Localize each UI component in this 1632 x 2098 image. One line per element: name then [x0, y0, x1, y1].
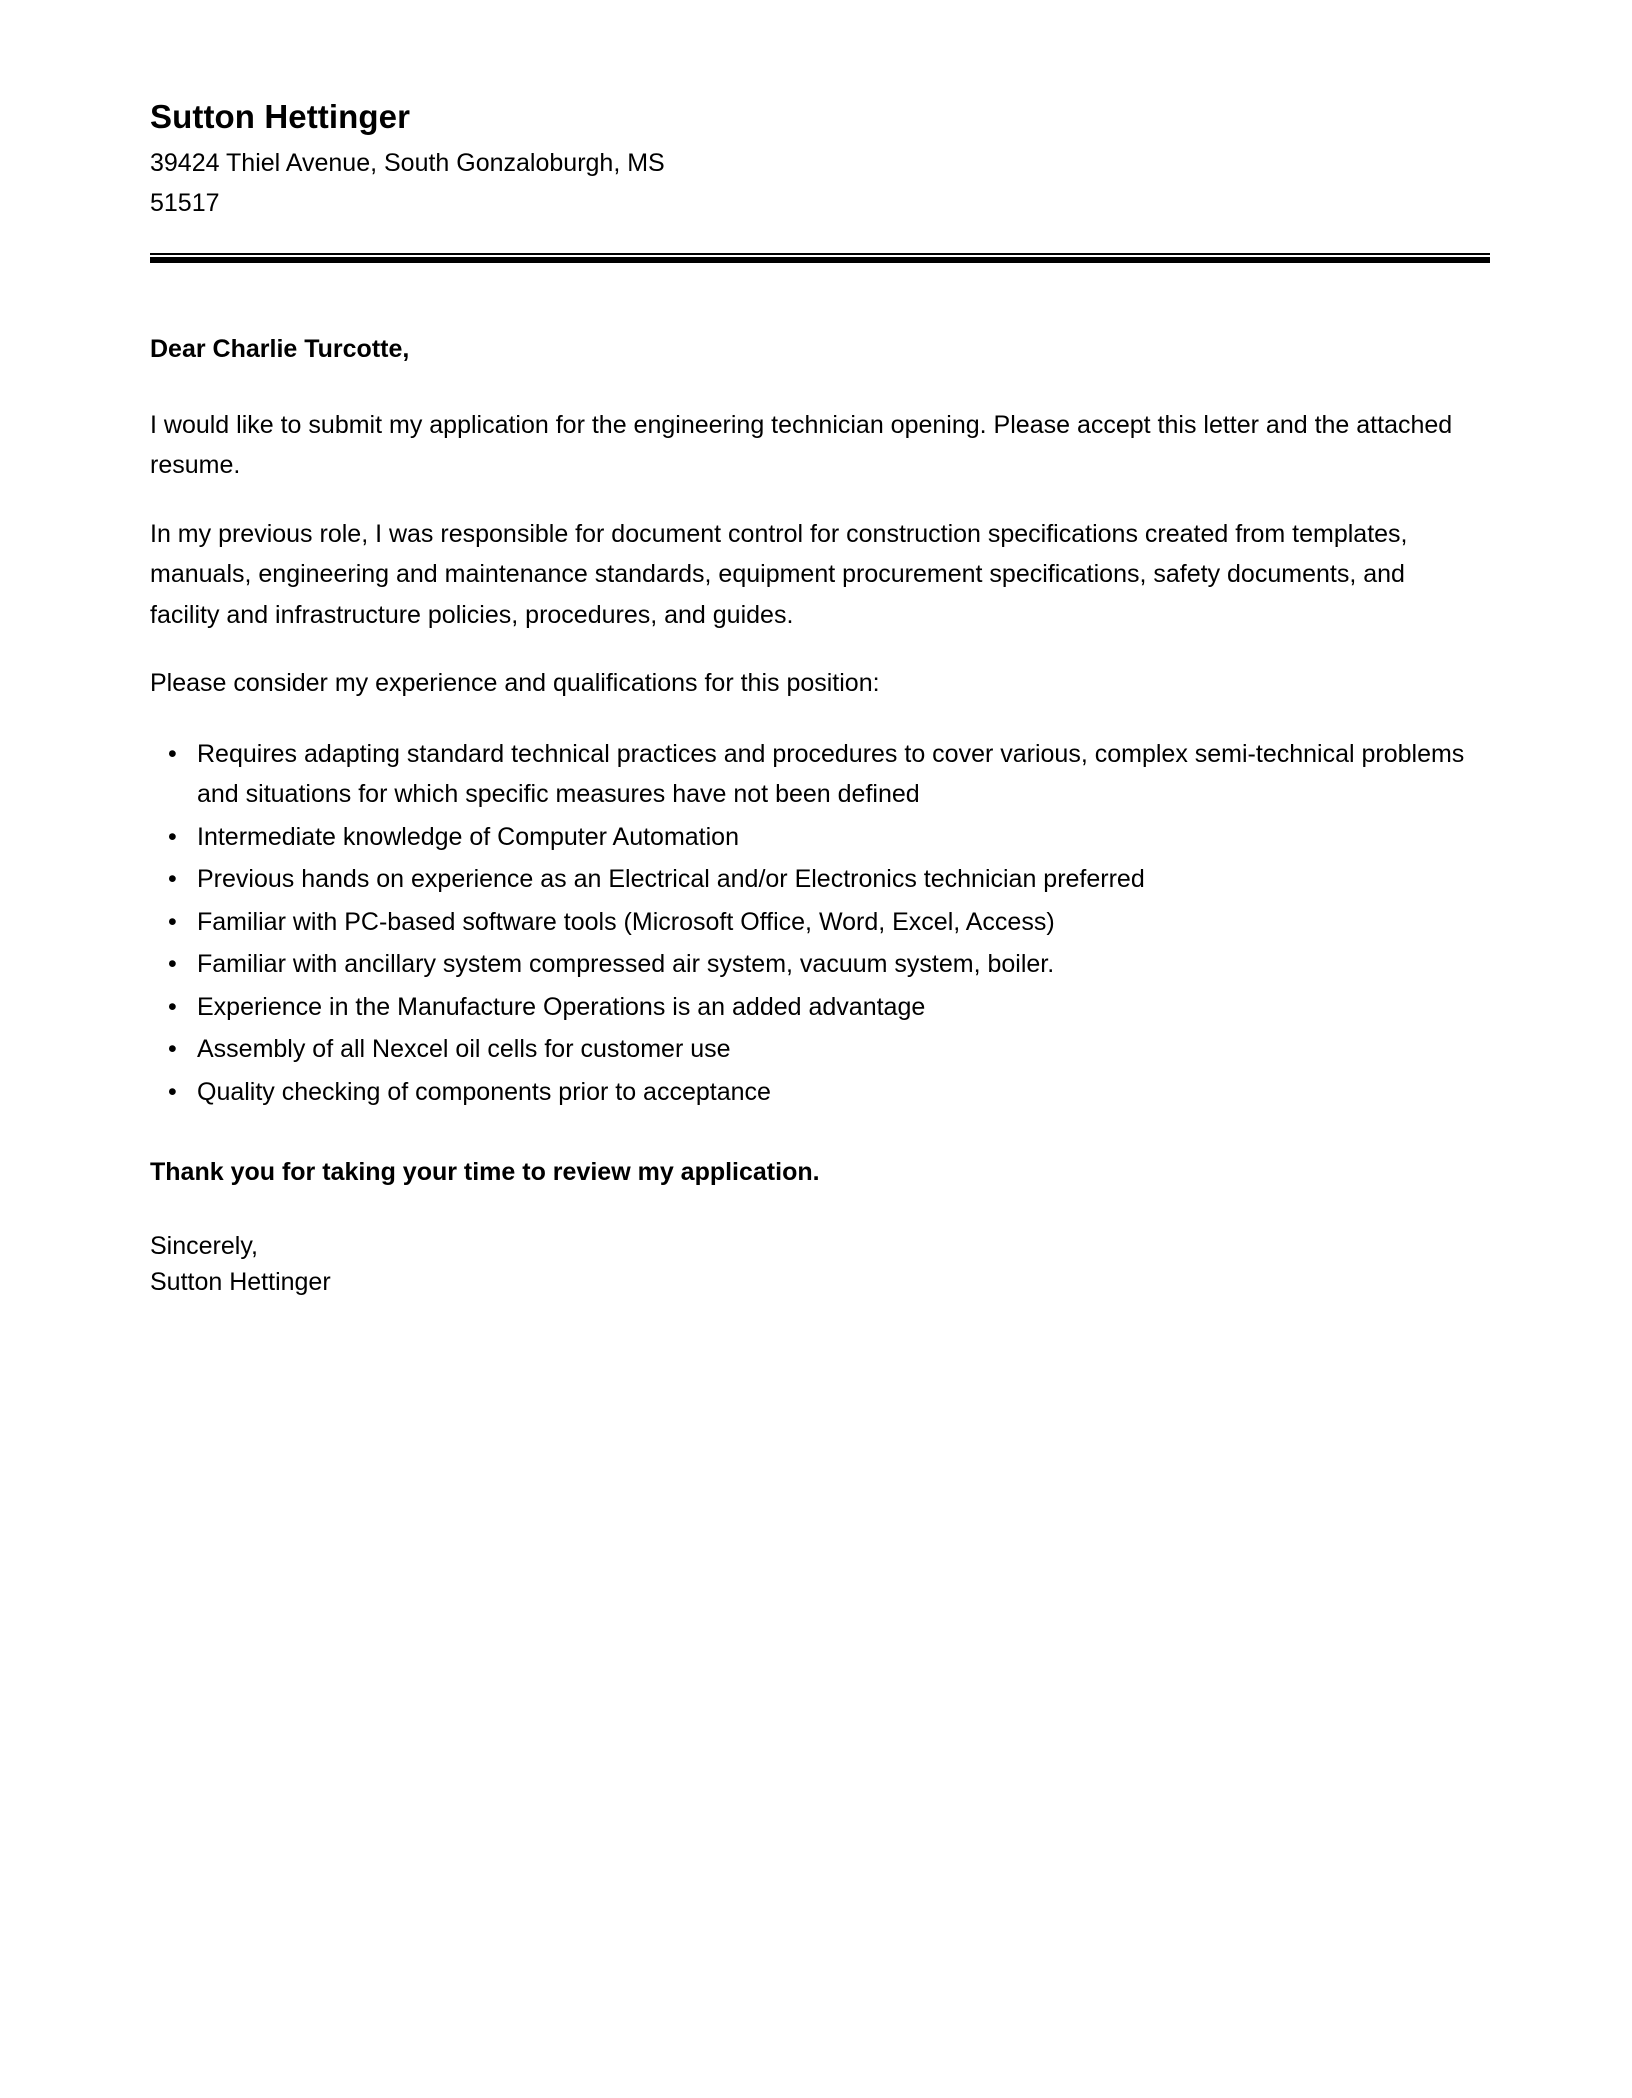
qualifications-lead-in: Please consider my experience and qualifications for this position: — [150, 669, 880, 698]
body-paragraph-1: I would like to submit my application for the engineering technician opening. Please accept this letter and the attached resume. — [150, 410, 1453, 480]
list-item: • Familiar with PC-based software tools (Microsoft Office, Word, Excel, Access) — [150, 902, 1467, 943]
list-item: • Requires adapting standard technical practices and procedures to cover various, complex semi-technical problems and situations for which specific measures have not been defined — [150, 734, 1467, 815]
qualifications-list — [150, 734, 1467, 1113]
signoff-name: Sutton Hettinger — [150, 1267, 331, 1296]
sender-name: Sutton Hettinger — [150, 98, 411, 135]
body-paragraph-2: In my previous role, I was responsible for document control for construction specifications created from templates, manuals, engineering and maintenance standards, equipment procurement specifications, safety documents, and facility and infrastructure policies, procedures, and guides. — [150, 519, 1408, 629]
signature-block — [150, 1228, 1467, 1301]
list-item: • Intermediate knowledge of Computer Automation — [150, 817, 1467, 858]
list-item: • Familiar with ancillary system compressed air system, vacuum system, boiler. — [150, 944, 1467, 985]
closing-thanks: Thank you for taking your time to review my application. — [150, 1158, 820, 1187]
signoff-closing: Sincerely, — [150, 1231, 258, 1260]
letterhead-divider — [150, 253, 1490, 263]
letter-body — [150, 331, 1467, 1300]
list-item: • Quality checking of components prior to acceptance — [150, 1072, 1467, 1113]
letterhead — [150, 96, 1467, 263]
salutation: Dear Charlie Turcotte, — [150, 335, 410, 364]
list-item: • Experience in the Manufacture Operations is an added advantage — [150, 987, 1467, 1028]
list-item: • Previous hands on experience as an Electrical and/or Electronics technician preferred — [150, 859, 1467, 900]
sender-address: 39424 Thiel Avenue, South Gonzaloburgh, MS 51517 — [150, 149, 665, 217]
list-item: • Assembly of all Nexcel oil cells for customer use — [150, 1029, 1467, 1070]
